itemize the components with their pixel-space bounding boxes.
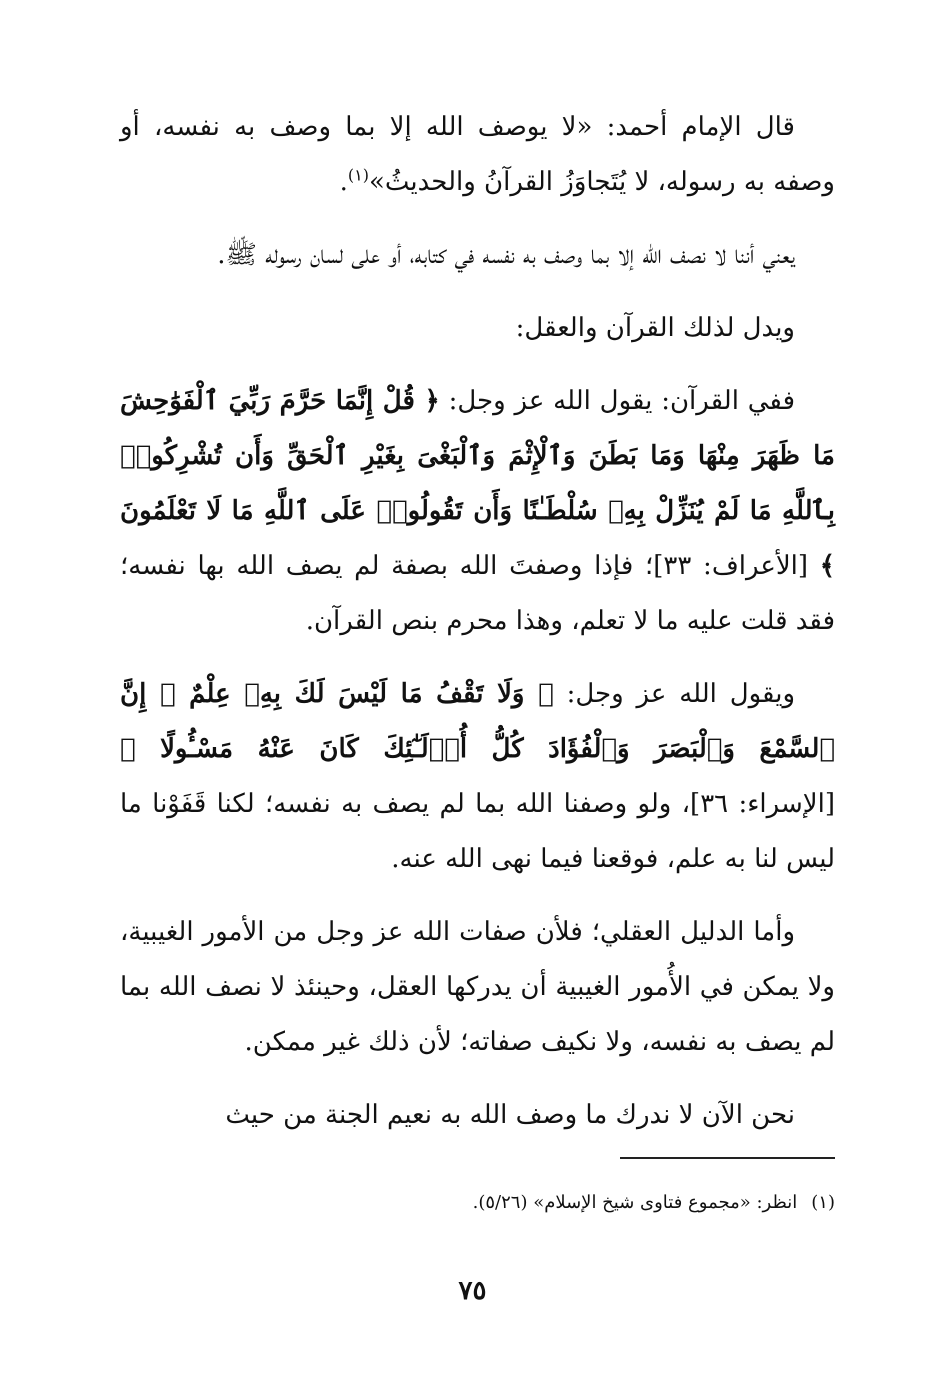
- paragraph-meaning: [120, 228, 835, 283]
- footnote-text: انظر: «مجموع فتاوى شيخ الإسلام» (٥/٢٦).: [472, 1192, 798, 1213]
- quran-verse: ﴿ قُلْ إِنَّمَا حَرَّمَ رَبِّيَ ٱلْفَوَٰحِشَ مَا ظَهَرَ مِنْهَا وَمَا بَطَنَ وَٱلْإِثْمَ وَٱلْبَغْىَ بِغَيْرِ ٱلْحَقِّ وَأَن تُشْرِكُوا۟ بِٱللَّهِ مَا لَمْ يُنَزِّلْ بِهِۦ سُلْطَـٰنًا وَأَن تَقُولُوا۟ عَلَى ٱللَّهِ مَا لَا تَعْلَمُونَ ﴾: [120, 386, 835, 581]
- verse-reference: [الأعراف: ٣٣]: [653, 551, 809, 581]
- paragraph-text: وأما الدليل العقلي؛ فلأن صفات الله عز وجل من الأمور الغيبية، ولا يمكن في الأُمور الغيبية أن يدركها العقل، وحينئذ لا نصف الله بما لم يصف به نفسه، ولا نكيف صفاته؛ لأن ذلك غير ممكن.: [120, 917, 835, 1057]
- verse-reference: [الإسراء: ٣٦]: [690, 789, 835, 819]
- paragraph-rational-evidence: [120, 905, 835, 1070]
- paragraph-intro: ويقول الله عز وجل:: [566, 679, 795, 709]
- paragraph-text: ، ولو وصفنا الله بما لم يصف به نفسه؛ لكنا قَفَوْنا ما ليس لنا به علم، فوقعنا فيما نهى الله عنه.: [120, 789, 835, 874]
- paragraph-evidence-intro: [120, 301, 835, 356]
- footnote-reference: (١): [347, 165, 369, 185]
- paragraph-text: ؛ فإذا وصفتَ الله بصفة لم يصف الله بها نفسه؛ فقد قلت عليه ما لا تعلم، وهذا محرم بنص القرآن.: [120, 551, 835, 636]
- paragraph-imam-ahmad-quote: [120, 100, 835, 210]
- sentence-end: .: [339, 167, 348, 197]
- footnote-divider: [620, 1157, 835, 1159]
- paragraph-intro: ففي القرآن: يقول الله عز وجل:: [448, 386, 795, 416]
- paragraph-continuation: [120, 1088, 835, 1143]
- footnote: [120, 1188, 835, 1218]
- footnote-number: (١): [811, 1192, 835, 1213]
- paragraph-text: يعني أننا لا نصف الله إلا بما وصف به نفسه في كتابه، أو على لسان رسوله ﷺ.: [217, 240, 795, 270]
- paragraph-quran-evidence: [120, 374, 835, 649]
- paragraph-second-verse: [120, 667, 835, 887]
- page-body: [120, 100, 835, 1161]
- paragraph-text: نحن الآن لا ندرك ما وصف الله به نعيم الجنة من حيث: [225, 1100, 795, 1130]
- paragraph-text: ويدل لذلك القرآن والعقل:: [515, 313, 795, 343]
- page-number: ٧٥: [458, 1276, 487, 1306]
- quran-verse: ﴿ وَلَا تَقْفُ مَا لَيْسَ لَكَ بِهِۦ عِلْمٌ ۚ إِنَّ ٱلسَّمْعَ وَٱلْبَصَرَ وَٱلْفُؤَادَ كُلُّ أُو۟لَـٰٓئِكَ كَانَ عَنْهُ مَسْـُٔولًا ﴾: [120, 679, 835, 764]
- paragraph-text: قال الإمام أحمد: «لا يوصف الله إلا بما وصف به نفسه، أو وصفه به رسوله، لا يُتَجاوَزُ القرآنُ والحديثُ»: [120, 112, 835, 197]
